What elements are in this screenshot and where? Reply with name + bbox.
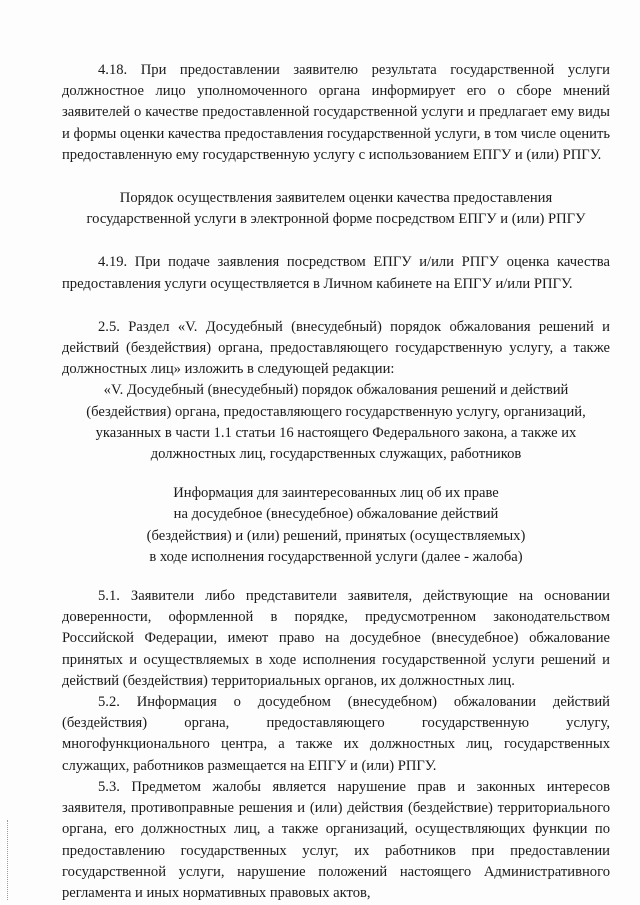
heading-quality-assessment [62,188,610,230]
heading-info-line: Информация для заинтересованных лиц об их праве [173,485,499,502]
heading-section5-line: должностных лиц, государственных служащих, работников [150,446,522,463]
heading-quality-line: государственной услуги в электронной форме посредством ЕПГУ и (или) РПГУ [86,211,586,228]
margin-scan-mark [7,820,10,900]
heading-quality-line: Порядок осуществления заявителем оценки качества предоставления [119,190,553,207]
paragraph-4-19: 4.19. При подаче заявления посредством ЕПГУ и/или РПГУ оценка качества предоставления услуги осуществляется в Личном кабинете на ЕПГУ и/или РПГУ. [62,254,610,292]
heading-section5-line: «V. Досудебный (внесудебный) порядок обжалования решений и действий [103,382,569,399]
heading-info-line: в ходе исполнения государственной услуги (далее - жалоба) [149,548,523,565]
paragraph-4-18: 4.18. При предоставлении заявителю результата государственной услуги должностное лицо уполномоченного органа информирует его о сборе мнений заявителей о качестве предоставленной государственной услуги и предлагает ему виды и формы оценки качества предоставления государственной услуги, в том числе оценить предоставленную ему государственную услугу с использованием ЕПГУ и (или) РПГУ. [62,62,610,163]
paragraph-5-2: 5.2. Информация о досудебном (внесудебном) обжаловании действий (бездействия) органа, предоставляющего государственную услугу, многофункционального центра, а также их должностных лиц, государственных служащих, работников размещается на ЕПГУ и (или) РПГУ. [62,694,610,774]
document-body [62,60,610,904]
heading-complaint-info [62,483,610,568]
heading-info-line: на досудебное (внесудебное) обжалование действий [173,506,499,523]
heading-section5-line: указанных в части 1.1 статьи 16 настоящего Федерального закона, а также их [95,424,577,441]
heading-section-5 [62,380,610,465]
heading-section5-line: (бездействия) органа, предоставляющего государственную услугу, организаций, [86,403,586,420]
paragraph-2-5: 2.5. Раздел «V. Досудебный (внесудебный) порядок обжалования решений и действий (бездействия) органа, предоставляющего государственную услугу, а также должностных лиц» изложить в следующей редакции: [62,318,610,378]
heading-info-line: (бездействия) и (или) решений, принятых (осуществляемых) [146,527,526,544]
paragraph-5-3: 5.3. Предметом жалобы является нарушение прав и законных интересов заявителя, противоправные решения и (или) действия (бездействие) территориального органа, его должностных лиц, а также организаций, осуществляющих функции по предоставлению государственных услуг, их работников при предоставлении государственной услуги, нарушение положений настоящего Административного регламента и иных нормативных правовых актов, [62,778,610,901]
paragraph-5-1: 5.1. Заявители либо представители заявителя, действующие на основании доверенности, оформленной в порядке, предусмотренном законодательством Российской Федерации, имеют право на досудебное (внесудебное) обжалование принятых и осуществляемых в ходе исполнения государственной услуги решений и действий (бездействия) территориальных органов, их должностных лиц. [62,588,610,689]
